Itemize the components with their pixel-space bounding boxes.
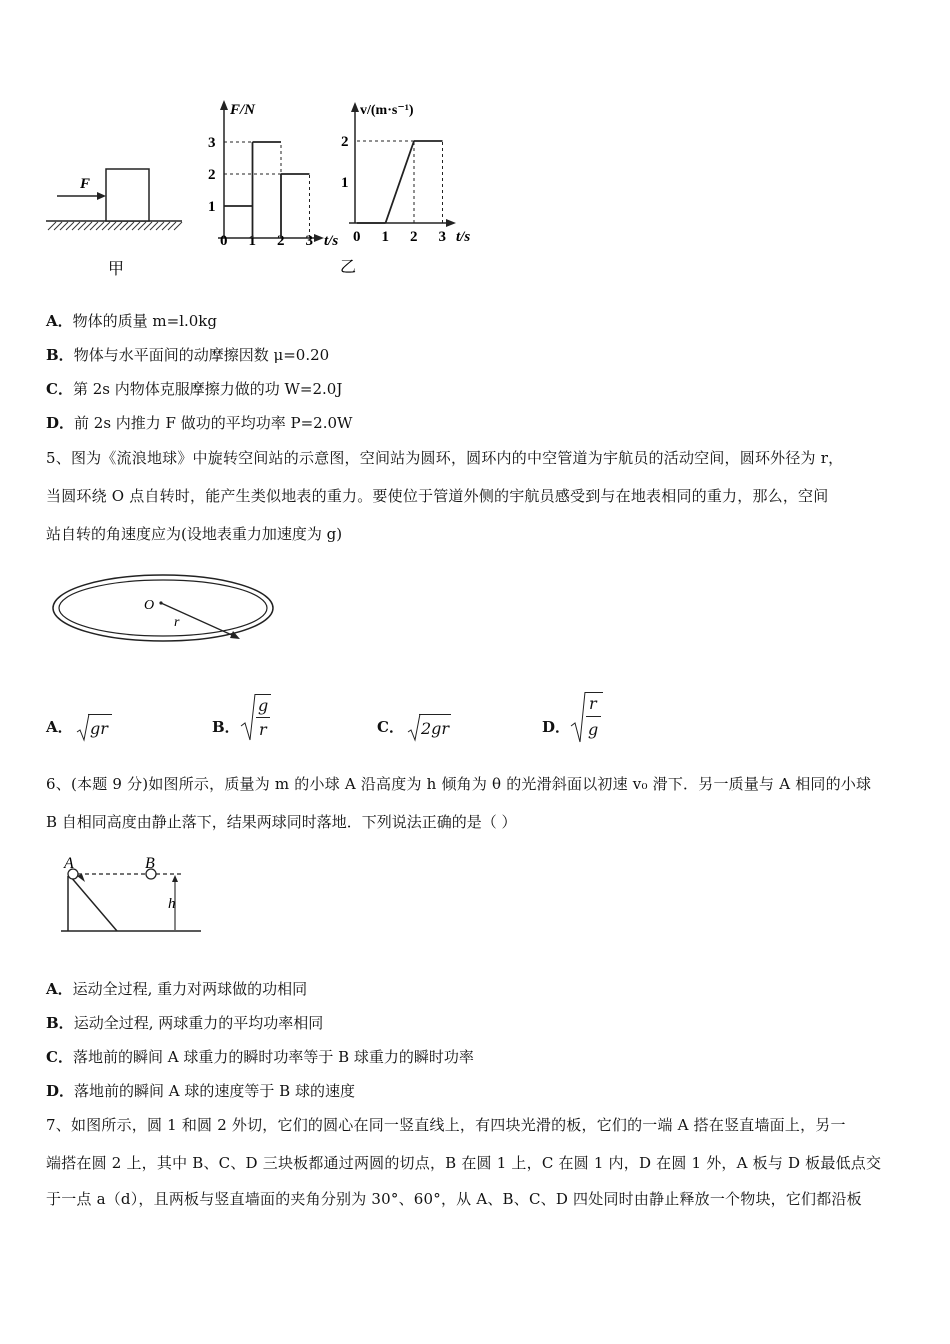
center-label: O <box>144 598 155 613</box>
option-text: 运动全过程, 两球重力的平均功率相同 <box>73 1014 324 1032</box>
q6-option-d <box>46 1081 355 1101</box>
force-label: F <box>80 176 91 192</box>
option-label: D． <box>542 718 571 736</box>
option-text: 前 2s 内推力 F 做功的平均功率 P=2.0W <box>74 414 353 432</box>
q6-option-c <box>46 1047 474 1067</box>
option-text: 物体与水平面间的动摩擦因数 μ=0.20 <box>73 346 330 364</box>
y-tick-label: 1 <box>208 199 216 215</box>
option-text: 第 2s 内物体克服摩擦力做的功 W=2.0J <box>72 380 343 398</box>
option-label: B． <box>46 1014 74 1032</box>
fraction-bar <box>256 717 270 718</box>
q5-stem-line-2: 当圆环绕 O 点自转时，能产生类似地表的重力。要使位于管道外侧的宇航员感受到与在地表相同的重力，那么，空间 <box>46 487 829 505</box>
sqrt-sign <box>407 712 421 742</box>
label-a: A <box>64 855 74 872</box>
chart-force-time <box>208 100 338 249</box>
sqrt-sign <box>76 712 90 742</box>
q7-stem-line-3: 于一点 a（d），且两板与竖直墙面的夹角分别为 30°、60°，从 A、B、C、D 四处同时由静止释放一个物块，它们都沿板 <box>46 1190 862 1208</box>
fraction-denominator: g <box>588 720 599 739</box>
q7-stem-line-2: 端搭在圆 2 上，其中 B、C、D 三块板都通过两圆的切点，B 在圆 1 上，C 在圆 1 内，D 在圆 1 外，A 板与 D 板最低点交 <box>46 1154 882 1172</box>
ring-outer <box>53 575 273 641</box>
x-axis-arrowhead <box>314 234 324 242</box>
option-label: C． <box>377 718 404 736</box>
radius-label: r <box>174 615 180 630</box>
option-label: C． <box>46 380 73 398</box>
y-tick-label: 1 <box>341 175 349 191</box>
figure-jia <box>46 169 182 278</box>
option-label: A． <box>46 312 73 330</box>
x-tick-label: 1 <box>381 229 389 245</box>
q4-option-d <box>46 413 352 433</box>
option-text: 物体的质量 m=l.0kg <box>72 312 218 330</box>
q4-option-a <box>46 311 217 331</box>
ring-inner <box>59 580 267 636</box>
y-axis-arrowhead <box>351 102 359 112</box>
q6-stem-line-2: B 自相同高度由静止落下，结果两球同时落地．下列说法正确的是（ ） <box>46 813 517 831</box>
x-tick-label: 2 <box>410 229 418 245</box>
caption-jia: 甲 <box>108 261 125 278</box>
option-label: C． <box>46 1048 73 1066</box>
y-axis-arrowhead <box>220 100 228 110</box>
y-axis-label: v/(m·s⁻¹) <box>360 103 414 118</box>
radicand: gr <box>90 719 108 738</box>
x-axis-label: t/s <box>324 233 339 249</box>
q4-option-c <box>46 379 342 399</box>
x-tick-label: 2 <box>277 233 285 249</box>
label-b: B <box>145 855 155 872</box>
space-station-figure <box>46 570 286 660</box>
option-label: D． <box>46 1082 75 1100</box>
q7-stem-line-1: 7、如图所示，圆 1 和圆 2 外切，它们的圆心在同一竖直线上，有四块光滑的板，它们的一端 A 搭在竖直墙面上，另一 <box>46 1116 846 1134</box>
incline-figure <box>55 850 215 940</box>
force-arrowhead <box>97 192 106 200</box>
q5-stem-line-1: 5、图为《流浪地球》中旋转空间站的示意图，空间站为圆环，圆环内的中空管道为宇航员的活动空间，圆环外径为 r， <box>46 449 844 467</box>
option-text: 落地前的瞬间 A 球的速度等于 B 球的速度 <box>74 1082 355 1100</box>
option-label: A． <box>46 718 73 736</box>
option-text: 运动全过程, 重力对两球做的功相同 <box>72 980 308 998</box>
y-tick-label: 2 <box>208 167 216 183</box>
q5-stem-line-3: 站自转的角速度应为(设地表重力加速度为 g) <box>46 525 343 543</box>
q6-stem-line-1: 6、(本题 9 分)如图所示，质量为 m 的小球 A 沿高度为 h 倾角为 θ 的光滑斜面以初速 v₀ 滑下．另一质量与 A 相同的小球 <box>46 775 872 793</box>
radicand-bar <box>585 692 603 693</box>
q4-option-b <box>46 345 329 365</box>
fraction-denominator: r <box>259 720 267 739</box>
incline-slope <box>70 876 117 931</box>
caption-yi: 乙 <box>340 259 357 276</box>
x-tick-label: 0 <box>220 233 228 249</box>
velocity-segment <box>386 141 415 223</box>
height-arrowhead <box>172 875 178 882</box>
q6-option-b <box>46 1013 323 1033</box>
q6-option-a <box>46 979 307 999</box>
top-figures <box>0 90 500 280</box>
x-tick-label: 1 <box>248 233 256 249</box>
radius-line <box>161 603 234 636</box>
option-label: B． <box>46 346 74 364</box>
label-h: h <box>168 896 176 912</box>
fraction-numerator: r <box>589 694 597 713</box>
option-label: A． <box>46 980 73 998</box>
radicand-bar <box>255 694 271 695</box>
block <box>106 169 149 221</box>
y-tick-label: 2 <box>341 134 349 150</box>
x-tick-label: 0 <box>353 229 361 245</box>
chart-velocity-time <box>340 102 470 276</box>
y-tick-label: 3 <box>208 135 216 151</box>
y-axis-label: F/N <box>230 102 256 118</box>
option-label: D． <box>46 414 75 432</box>
ground-hatch <box>48 222 182 230</box>
radicand: 2gr <box>421 719 450 738</box>
fraction-bar <box>586 716 601 717</box>
x-tick-label: 3 <box>438 229 446 245</box>
x-axis-arrowhead <box>446 219 456 227</box>
sqrt-sign <box>570 690 586 744</box>
option-text: 落地前的瞬间 A 球重力的瞬时功率等于 B 球重力的瞬时功率 <box>72 1048 474 1066</box>
radicand-bar <box>88 714 112 715</box>
radicand-bar <box>419 714 451 715</box>
fraction-numerator: g <box>258 696 269 715</box>
option-label: B． <box>212 718 240 736</box>
sqrt-sign <box>240 692 256 742</box>
x-tick-label: 3 <box>305 233 313 249</box>
x-axis-label: t/s <box>456 229 471 245</box>
